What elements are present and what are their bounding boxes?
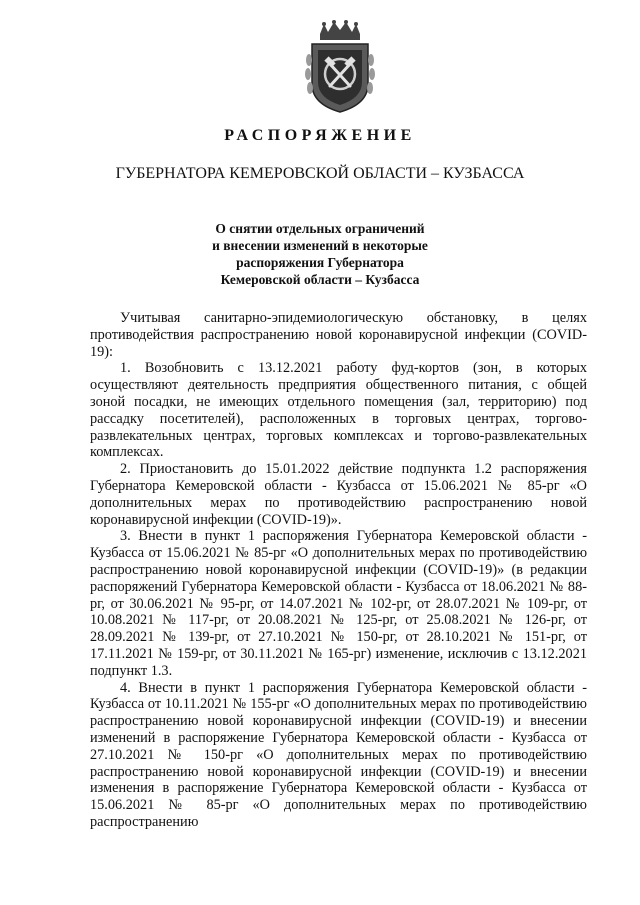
coat-of-arms-icon bbox=[298, 20, 382, 116]
issuer-title: ГУБЕРНАТОРА КЕМЕРОВСКОЙ ОБЛАСТИ – КУЗБАССА bbox=[115, 165, 525, 182]
item-3-paragraph: 3. Внести в пункт 1 распоряжения Губернатора Кемеровской области - Кузбасса от 15.06.2021 № 85-рг «О дополнительных мерах по противодействию распространению новой коронавирусной инфекции (COVID-19)» (в редакции распоряжений Губернатора Кемеровской области - Кузбасса от 18.06.2021 № 88-рг, от 30.06.2021 № 95-рг, от 14.07.2021 № 102-рг, от 28.07.2021 № 109-рг, от 10.08.2021 № 117-рг, от 20.08.2021 № 125-рг, от 25.08.2021 № 126-рг, от 28.09.2021 № 139-рг, от 27.10.2021 № 150-рг, от 28.10.2021 № 151-рг, от 17.11.2021 № 159-рг, от 30.11.2021 № 165-рг) изменение, исключив с 13.12.2021 подпункт 1.3. bbox=[90, 528, 587, 679]
subject-line: распоряжения Губернатора bbox=[236, 255, 404, 270]
document-body bbox=[90, 310, 587, 831]
item-2-paragraph: 2. Приостановить до 15.01.2022 действие подпункта 1.2 распоряжения Губернатора Кемеровской области - Кузбасса от 15.06.2021 № 85-рг «О дополнительных мерах по противодействию распространению новой коронавирусной инфекции (COVID-19)». bbox=[90, 461, 587, 528]
subject-line: Кемеровской области – Кузбасса bbox=[220, 272, 420, 287]
item-1-paragraph: 1. Возобновить с 13.12.2021 работу фуд-кортов (зон, в которых осуществляют деятельность предприятия общественного питания, с общей зоной посадки, не имеющих отдельного помещения (зал, территорию) под рассадку посетителей), расположенных в торговых центрах, торгово-развлекательных центрах, торговых комплексах и торгово-развлекательных комплексах. bbox=[90, 360, 587, 461]
document-type-title: РАСПОРЯЖЕНИЕ bbox=[224, 127, 416, 144]
subject-line: и внесении изменений в некоторые bbox=[212, 238, 428, 253]
document-subject bbox=[0, 220, 640, 288]
item-4-paragraph: 4. Внести в пункт 1 распоряжения Губернатора Кемеровской области - Кузбасса от 10.11.2021 № 155-рг «О дополнительных мерах по противодействию распространению новой коронавирусной инфекции (COVID-19) и внесении изменений в распоряжение Губернатора Кемеровской области - Кузбасса от 27.10.2021 № 150-рг «О дополнительных мерах по противодействию распространению новой коронавирусной инфекции (COVID-19) и внесении изменения в распоряжение Губернатора Кемеровской области - Кузбасса от 15.06.2021 № 85-рг «О дополнительных мерах по противодействию распространению bbox=[90, 679, 587, 830]
preamble-paragraph: Учитывая санитарно-эпидемиологическую обстановку, в целях противодействия распространению новой коронавирусной инфекции (COVID-19): bbox=[90, 310, 587, 360]
subject-line: О снятии отдельных ограничений bbox=[215, 221, 425, 236]
